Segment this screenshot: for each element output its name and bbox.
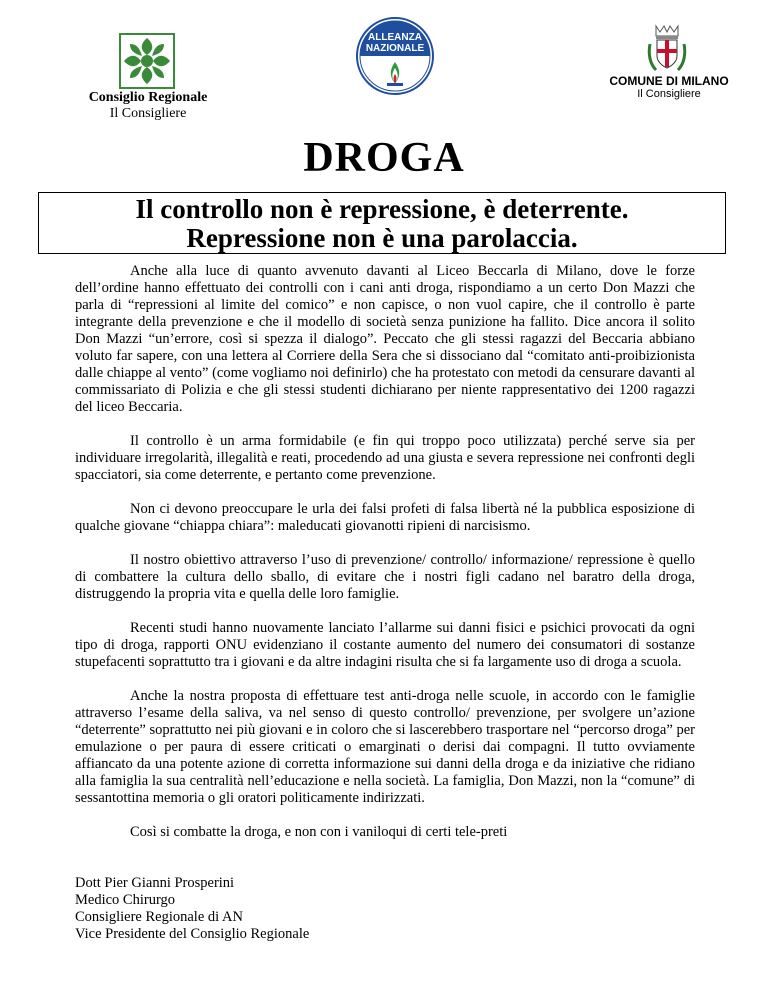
right-org-name: COMUNE DI MILANO (609, 74, 729, 88)
article-body (75, 263, 695, 858)
comune-di-milano-crest-icon (642, 22, 692, 74)
page-title: DROGA (303, 135, 465, 181)
signature-name: Dott Pier Gianni Prosperini (75, 875, 235, 891)
subtitle-line-2: Repressione non è una parolaccia. (186, 223, 578, 253)
regione-lombardia-rose-icon (118, 32, 176, 90)
left-organization (76, 90, 220, 122)
signature-block (75, 875, 475, 943)
left-org-role: Il Consigliere (109, 106, 187, 121)
paragraph: Anche la nostra proposta di effettuare test anti-droga nelle scuole, in accordo con le famiglie attraverso l’esame della saliva, va nel senso di questo controllo/ prevenzione, per svolgere un’azione “deterrente” soprattutto nei più giovani e in coloro che si lascerebbero trasportare nel “percorso droga” per emulazione o per paura di essere criticati o emarginati o derisi dai compagni. Il tutto ovviamente affiancato da una potente azione di corretta informazione sui danni della droga e da iniziative che ridiano alla famiglia la sua centralità nell’educazione e nella società. La famiglia, Don Mazzi, non la “comune” di sessantottina memoria o gli oratori politicamente indirizzati. (75, 688, 695, 806)
left-org-name: Consiglio Regionale (88, 90, 208, 105)
paragraph: Non ci devono preoccupare le urla dei falsi profeti di falsa libertà né la pubblica esposizione di qualche giovane “chiappa chiara”: maleducati giovanotti ripieni di narcisismo. (75, 501, 695, 534)
paragraph: Il controllo è un arma formidabile (e fin qui troppo poco utilizzata) perché serve sia per individuare irregolarità, illegalità e reati, procedendo ad una giusta e severa repressione nei confronti degli spacciatori, sia come deterrente, e pertanto come prevenzione. (75, 433, 695, 483)
logo-text-alleanza: ALLEANZA (368, 32, 422, 43)
subtitle-line-1: Il controllo non è repressione, è deterrente. (135, 194, 629, 224)
alleanza-nazionale-logo (355, 16, 435, 96)
logo-text-nazionale: NAZIONALE (365, 43, 425, 54)
signature-title: Medico Chirurgo (75, 892, 176, 908)
paragraph: Il nostro obiettivo attraverso l’uso di prevenzione/ controllo/ informazione/ repressione è quello di combattere la cultura dello sballo, di evitare che i nostri figli cadano nel baratro della droga, distruggendo la propria vita e quella delle loro famiglie. (75, 552, 695, 602)
right-organization (596, 74, 742, 101)
paragraph: Recenti studi hanno nuovamente lanciato l’allarme sui danni fisici e psichici provocati da ogni tipo di droga, rapporti ONU evidenziano il costante aumento del numero dei consumatori di sostanze stupefacenti soprattutto tra i giovani e da altre indagini risulta che si fa largamente uso di droga a scuola. (75, 620, 695, 670)
letterhead (0, 0, 768, 130)
right-org-role: Il Consigliere (637, 88, 701, 100)
signature-title: Vice Presidente del Consiglio Regionale (75, 926, 310, 942)
closing-line: Così si combatte la droga, e non con i vaniloqui di certi tele-preti (130, 824, 508, 840)
signature-title: Consigliere Regionale di AN (75, 909, 243, 925)
subtitle-box (38, 192, 726, 254)
paragraph: Anche alla luce di quanto avvenuto davanti al Liceo Beccarla di Milano, dove le forze dell’ordine hanno effettuato dei controlli con i cani anti droga, rispondiamo a un certo Don Mazzi che parla di “repressioni al limite del comico” e non capisce, o non vuol capire, che il controllo è parte integrante della prevenzione e che il modello di società senza punizione ha fallito. Dice ancora il solito Don Mazzi “un’errore, così si spezza il dialogo”. Peccato che gli stessi ragazzi del Beccaria abbiano voluto far sapere, con una lettera al Corriere della Sera che si dissociano dal “comitato anti-proibizionista dalle chiappe al vento” (come vogliamo noi definirlo) che ha protestato con metodi da censurare davanti al commissariato di Polizia e che gli stessi studenti dichiarano per niente rappresentativo dei 1200 ragazzi del liceo Beccaria. (75, 263, 695, 415)
